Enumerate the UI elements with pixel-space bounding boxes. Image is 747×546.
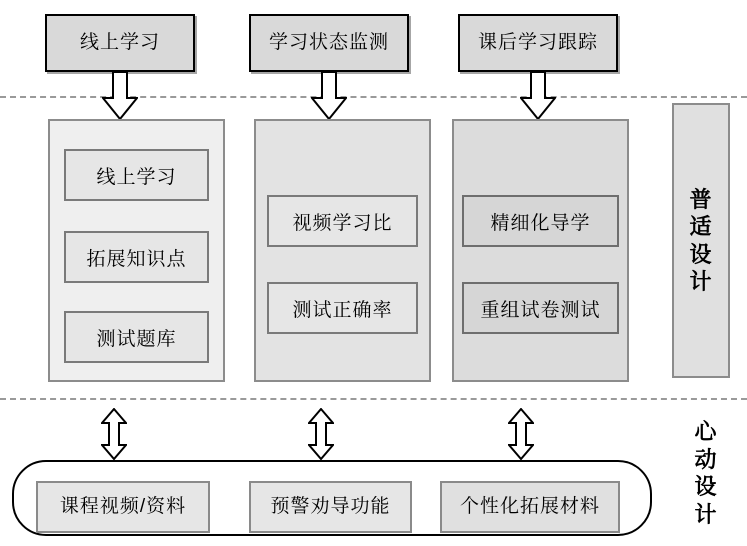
down-arrow-online-learning [102,72,138,120]
panel-item-label: 视频学习比 [292,212,393,234]
side-label-emotional-design [686,418,726,528]
panel-item-label: 线上学习 [96,166,177,188]
panel-item-refined-guidance[interactable] [462,195,619,247]
side-label-char: 动 [694,446,718,472]
bottom-box-label: 个性化拓展材料 [459,495,600,517]
top-box-after-class-tracking[interactable] [458,14,618,72]
panel-item-label: 测试正确率 [292,299,393,321]
tracking-panel [452,119,629,382]
bottom-box-warning-persuasion[interactable] [249,481,412,533]
down-arrow-status-monitoring [311,72,347,120]
double-arrow-left [101,408,127,460]
panel-item-label: 精细化导学 [490,212,591,234]
panel-item-label: 重组试卷测试 [480,299,601,321]
side-label-text [689,186,712,296]
panel-item-expand-knowledge[interactable] [64,231,209,283]
bottom-box-course-video[interactable] [36,481,210,533]
side-label-char: 设 [694,474,718,499]
side-label-char: 计 [689,269,713,294]
top-box-label: 学习状态监测 [268,31,389,53]
panel-item-test-accuracy[interactable] [267,282,418,334]
side-label-char: 适 [689,214,713,239]
side-label-char: 设 [689,241,713,267]
down-arrow-after-class-tracking [520,72,556,120]
top-box-label: 课后学习跟踪 [477,31,598,53]
panel-item-label: 拓展知识点 [86,248,187,270]
panel-item-recombined-exam[interactable] [462,282,619,334]
bottom-box-personalized-materials[interactable] [440,481,620,533]
bottom-box-label: 课程视频/资料 [59,495,187,517]
side-label-universal-design [672,103,730,378]
monitoring-panel [254,119,431,382]
side-label-char: 计 [694,501,718,527]
top-box-status-monitoring[interactable] [249,14,409,72]
side-label-char: 心 [694,419,718,444]
panel-item-label: 测试题库 [96,328,177,350]
double-arrow-middle [308,408,334,460]
panel-item-test-bank[interactable] [64,311,209,363]
side-label-char: 普 [689,186,713,212]
double-arrow-right [508,408,534,460]
top-box-label: 线上学习 [79,31,160,53]
panel-item-video-learning-ratio[interactable] [267,195,418,247]
bottom-box-label: 预警劝导功能 [270,495,391,517]
dashed-separator-bottom [0,398,747,400]
panel-item-online-learning[interactable] [64,149,209,201]
top-box-online-learning[interactable] [45,14,195,72]
